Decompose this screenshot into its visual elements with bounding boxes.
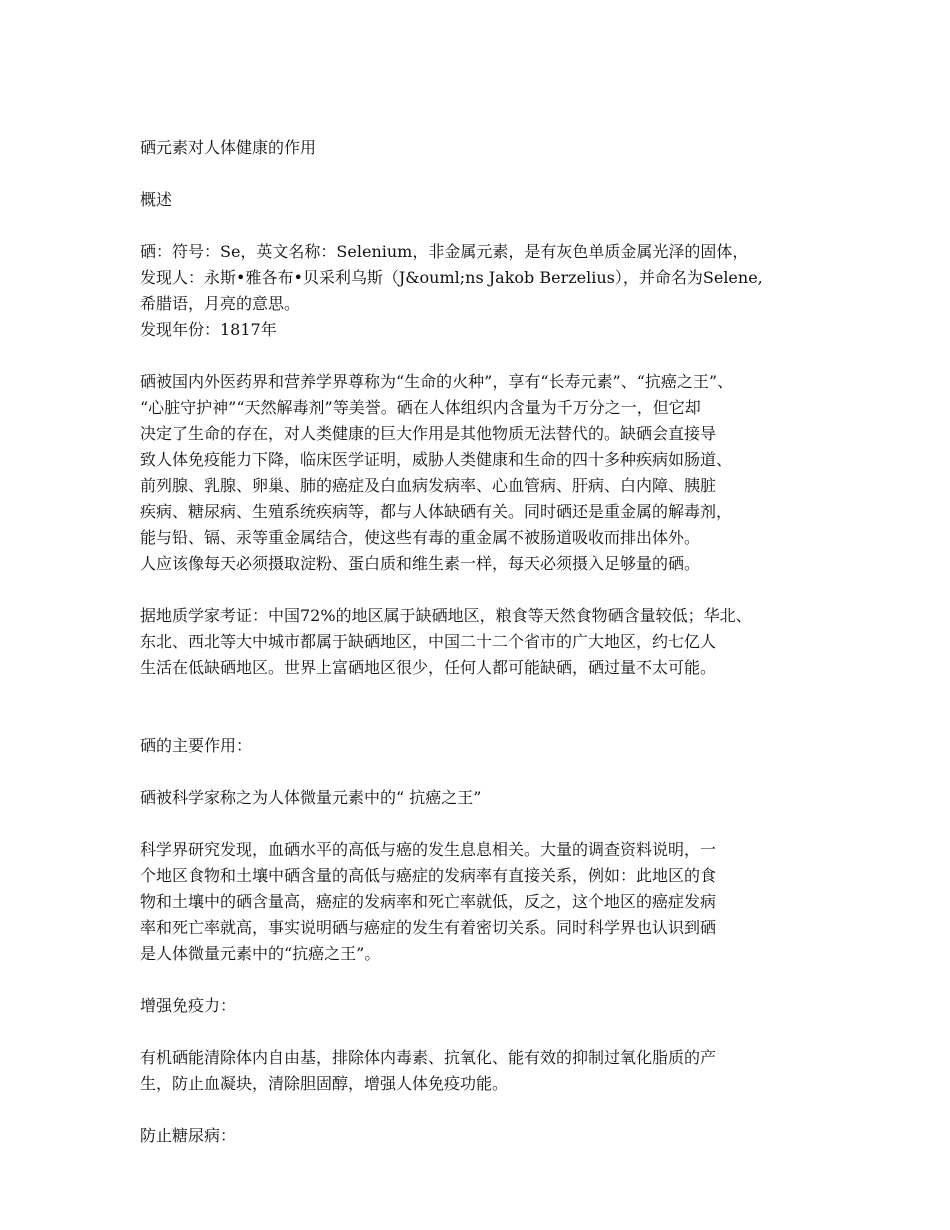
immunity-heading: 增强免疫力： [140,996,237,1015]
text-line: “心脏守护神”“天然解毒剂”等美誉。硒在人体组织内含量为千万分之一，但它却 [140,398,701,417]
overview-heading: 概述 [140,190,173,209]
document-title: 硒元素对人体健康的作用 [140,138,317,157]
text-line: 人应该像每天必须摄取淀粉、蛋白质和维生素一样，每天必须摄入足够量的硒。 [140,554,701,573]
spacer [140,681,820,733]
spacer [140,1097,820,1123]
spacer [140,1019,820,1045]
paragraph-geology [140,603,820,681]
anticancer-heading: 硒被科学家称之为人体微量元素中的“ 抗癌之王” [140,788,482,807]
text-line: 有机硒能清除体内自由基，排除体内毒素、抗氧化、能有效的抑制过氧化脂质的产 [140,1048,717,1067]
text-line: 据地质学家考证：中国72%的地区属于缺硒地区，粮食等天然食物硒含量较低；华北、 [140,606,752,625]
spacer [140,161,820,187]
spacer [140,343,820,369]
paragraph-anticancer [140,837,820,967]
diabetes-heading: 防止糖尿病： [140,1126,237,1145]
text-line: 率和死亡率就高，事实说明硒与癌症的发生有着密切关系。同时科学界也认识到硒 [140,918,717,937]
text-line: 硒：符号：Se，英文名称：Selenium，非金属元素，是有灰色单质金属光泽的固体， [140,242,749,261]
text-line: 个地区食物和土壤中硒含量的高低与癌症的发病率有直接关系，例如：此地区的食 [140,866,717,885]
text-line: 是人体微量元素中的“抗癌之王”。 [140,944,381,963]
text-line: 生活在低缺硒地区。世界上富硒地区很少，任何人都可能缺硒，硒过量不太可能。 [140,658,717,677]
spacer [140,577,820,603]
text-line: 硒被国内外医药界和营养学界尊称为“生命的火种”，享有“长寿元素”、“抗癌之王”、 [140,372,734,391]
text-line: 疾病、糖尿病、生殖系统疾病等，都与人体缺硒有关。同时硒还是重金属的解毒剂， [140,502,733,521]
text-line: 决定了生命的存在，对人类健康的巨大作用是其他物质无法替代的。缺硒会直接导 [140,424,717,443]
paragraph-immunity [140,1045,820,1097]
spacer [140,811,820,837]
text-line: 物和土壤中的硒含量高，癌症的发病率和死亡率就低，反之，这个地区的癌症发病 [140,892,717,911]
spacer [140,759,820,785]
text-line: 致人体免疫能力下降，临床医学证明，威胁人类健康和生命的四十多种疾病如肠道、 [140,450,733,469]
spacer [140,967,820,993]
text-line: 发现年份：1817年 [140,320,277,339]
spacer [140,213,820,239]
text-line: 生，防止血凝块，清除胆固醇，增强人体免疫功能。 [140,1074,509,1093]
text-line: 发现人：永斯•雅各布•贝采利乌斯（J&ouml;ns Jakob Berzelius），并命名为Selene, [140,268,763,287]
text-line: 科学界研究发现，血硒水平的高低与癌的发生息息相关。大量的调查资料说明，一 [140,840,717,859]
text-line: 希腊语，月亮的意思。 [140,294,301,313]
text-line: 能与铅、镉、汞等重金属结合，使这些有毒的重金属不被肠道吸收而排出体外。 [140,528,701,547]
paragraph-selenium-importance [140,369,820,577]
main-functions-heading: 硒的主要作用： [140,736,253,755]
intro-paragraph [140,239,820,343]
text-line: 东北、西北等大中城市都属于缺硒地区，中国二十二个省市的广大地区，约七亿人 [140,632,717,651]
text-line: 前列腺、乳腺、卵巢、肺的癌症及白血病发病率、心血管病、肝病、白内障、胰脏 [140,476,717,495]
